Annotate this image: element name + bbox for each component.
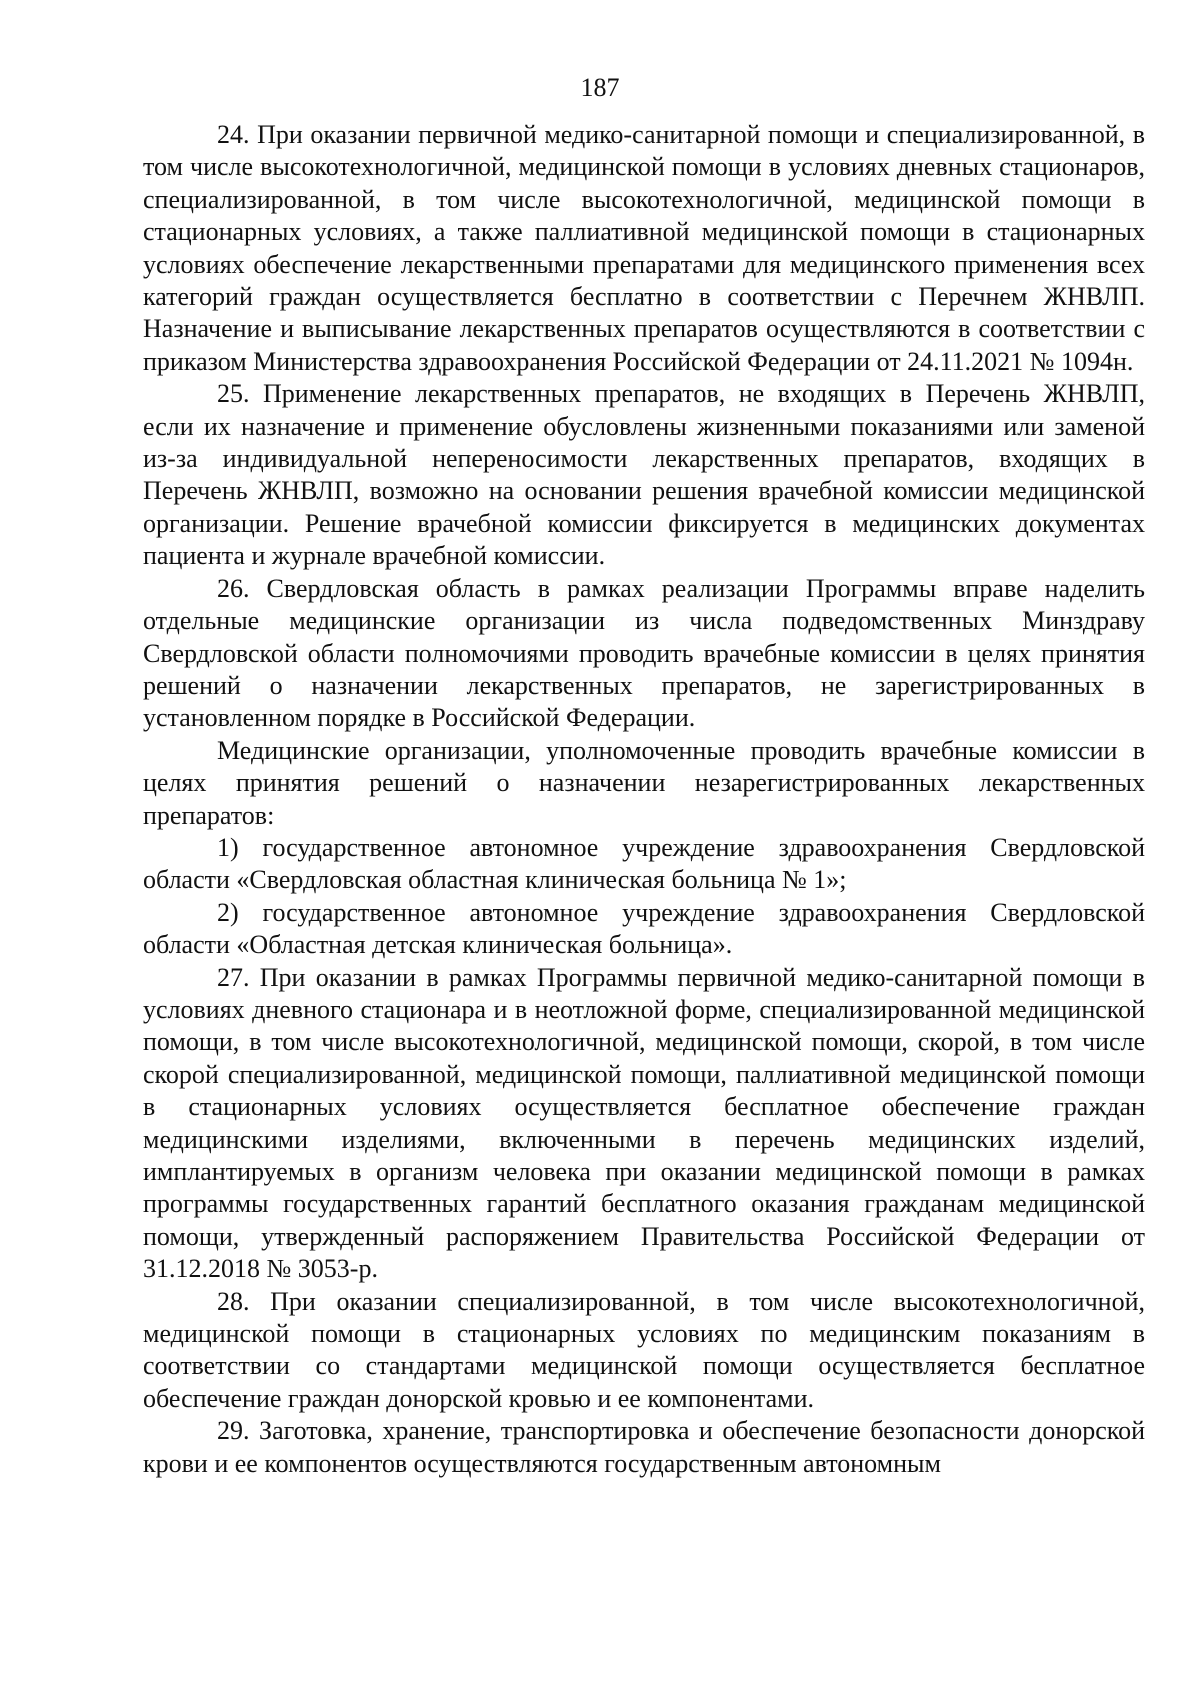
list-item-1: 1) государственное автономное учреждение здравоохранения Свердловской области «Свердловская областная клиническая больница № 1»; <box>143 832 1145 895</box>
paragraph-26: 26. Свердловская область в рамках реализации Программы вправе наделить отдельные медицинские организации из числа подведомственных Минздраву Свердловской области полномочиями проводить врачебные комиссии в целях принятия решений о назначении лекарственных препаратов, не зарегистрированных в установленном порядке в Российской Федерации. <box>143 573 1145 733</box>
list-item-2: 2) государственное автономное учреждение здравоохранения Свердловской области «Областная детская клиническая больница». <box>143 897 1145 960</box>
paragraph-27: 27. При оказании в рамках Программы первичной медико-санитарной помощи в условиях дневного стационара и в неотложной форме, специализированной медицинской помощи, в том числе высокотехнологичной, медицинской помощи, скорой, в том числе скорой специализированной, медицинской помощи, паллиативной медицинской помощи в стационарных условиях осуществляется бесплатное обеспечение граждан медицинскими изделиями, включенными в перечень медицинских изделий, имплантируемых в организм человека при оказании медицинской помощи в рамках программы государственных гарантий бесплатного оказания гражданам медицинской помощи, утвержденный распоряжением Правительства Российской Федерации от 31.12.2018 № 3053-р. <box>143 962 1145 1284</box>
document-body <box>143 119 1145 1480</box>
paragraph-25: 25. Применение лекарственных препаратов, не входящих в Перечень ЖНВЛП, если их назначение и применение обусловлены жизненными показаниями или заменой из-за индивидуальной непереносимости лекарственных препаратов, входящих в Перечень ЖНВЛП, возможно на основании решения врачебной комиссии медицинской организации. Решение врачебной комиссии фиксируется в медицинских документах пациента и журнале врачебной комиссии. <box>143 379 1145 571</box>
paragraph-authorized-organizations: Медицинские организации, уполномоченные проводить врачебные комиссии в целях принятия решений о назначении незарегистрированных лекарственных препаратов: <box>143 735 1145 830</box>
paragraph-28: 28. При оказании специализированной, в том числе высокотехнологичной, медицинской помощи в стационарных условиях по медицинским показаниям в соответствии со стандартами медицинской помощи осуществляется бесплатное обеспечение граждан донорской кровью и ее компонентами. <box>143 1286 1145 1413</box>
paragraph-24: 24. При оказании первичной медико-санитарной помощи и специализированной, в том числе высокотехнологичной, медицинской помощи в условиях дневных стационаров, специализированной, в том числе высокотехнологичной, медицинской помощи в стационарных условиях, а также паллиативной медицинской помощи в стационарных условиях обеспечение лекарственными препаратами для медицинского применения всех категорий граждан осуществляется бесплатно в соответствии с Перечнем ЖНВЛП. Назначение и выписывание лекарственных препаратов осуществляются в соответствии с приказом Министерства здравоохранения Российской Федерации от 24.11.2021 № 1094н. <box>143 120 1145 376</box>
page-number: 187 <box>580 73 620 102</box>
paragraph-29: 29. Заготовка, хранение, транспортировка и обеспечение безопасности донорской крови и ее компонентов осуществляются государственным автономным <box>143 1416 1145 1478</box>
